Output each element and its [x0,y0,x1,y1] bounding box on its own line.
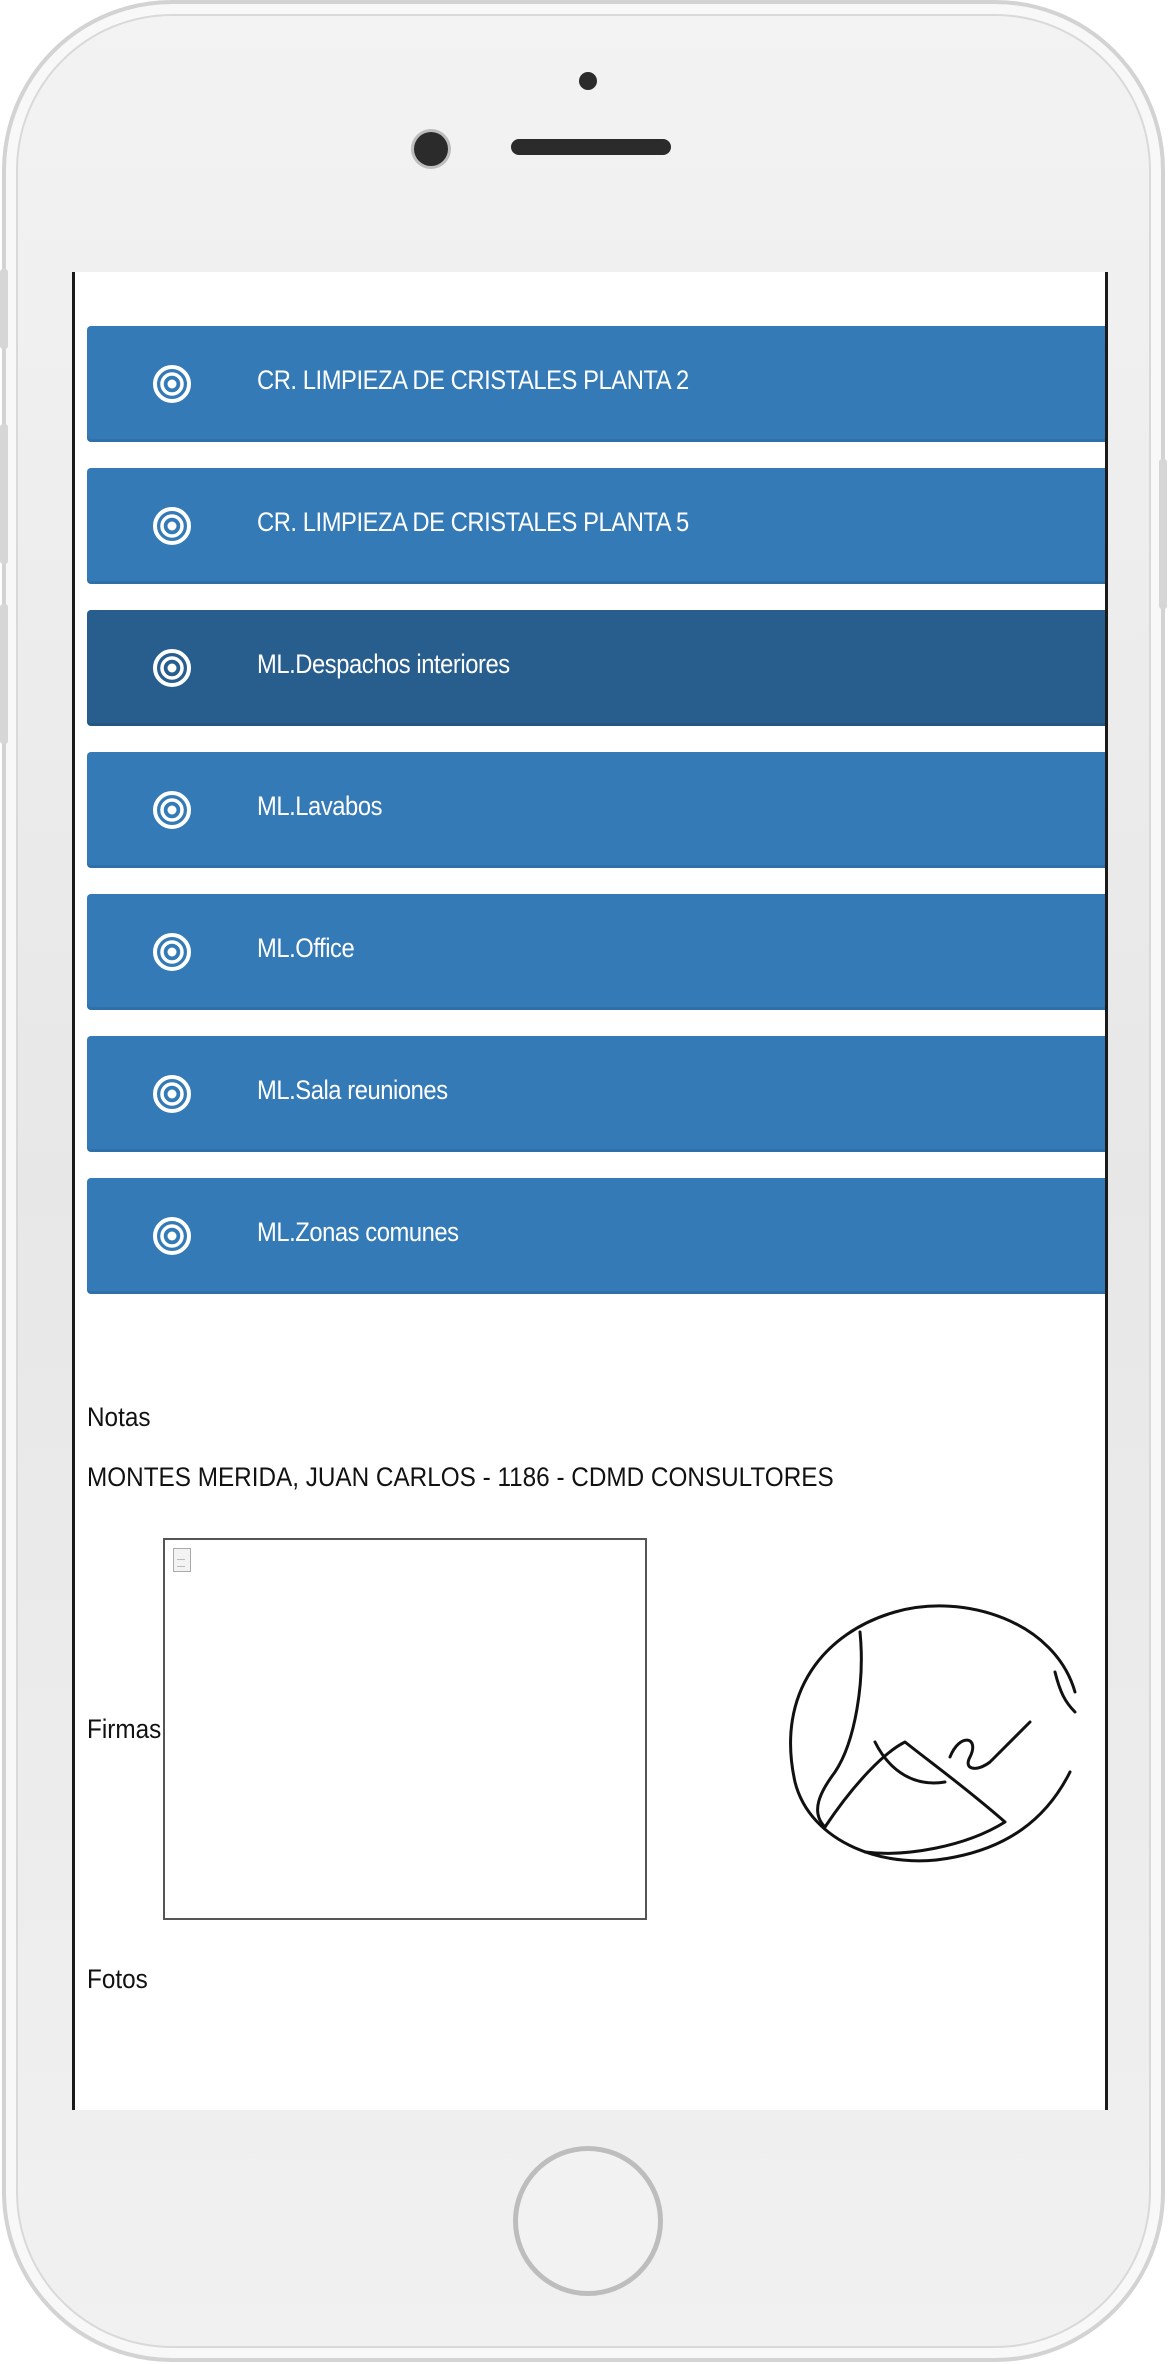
target-icon [87,790,257,830]
notes-text: MONTES MERIDA, JUAN CARLOS - 1186 - CDMD CONSULTORES [87,1462,834,1492]
task-item-label: ML.Sala reuniones [257,1074,448,1105]
volume-down-button [0,604,8,744]
target-icon [87,932,257,972]
front-camera [414,132,448,166]
mute-switch [0,269,8,349]
target-icon [87,506,257,546]
photos-title: Fotos [87,1964,148,1994]
task-item-label: CR. LIMPIEZA DE CRISTALES PLANTA 5 [257,506,689,537]
phone-frame [2,0,1165,2362]
task-item[interactable] [87,326,1108,442]
proximity-sensor [579,72,597,90]
signatures-title: Firmas [87,1714,162,1744]
task-item[interactable] [87,752,1108,868]
target-icon [87,648,257,688]
target-icon [87,364,257,404]
screen [72,272,1108,2110]
task-item-label: ML.Lavabos [257,790,383,821]
broken-image-icon [173,1548,191,1572]
earpiece-speaker [511,139,671,155]
task-item[interactable] [87,1036,1108,1152]
task-item-label: CR. LIMPIEZA DE CRISTALES PLANTA 2 [257,364,689,395]
handwritten-signature [715,1572,1108,1892]
task-list [87,326,1108,1320]
task-item-active[interactable] [87,610,1108,726]
target-icon [87,1074,257,1114]
signature-image-placeholder [163,1538,647,1920]
task-item[interactable] [87,1178,1108,1294]
task-item[interactable] [87,894,1108,1010]
home-button[interactable] [513,2146,663,2296]
target-icon [87,1216,257,1256]
notes-title: Notas [87,1402,151,1432]
task-item[interactable] [87,468,1108,584]
power-button [1159,459,1167,609]
task-item-label: ML.Despachos interiores [257,648,510,679]
task-item-label: ML.Zonas comunes [257,1216,459,1247]
task-item-label: ML.Office [257,932,355,963]
volume-up-button [0,424,8,564]
